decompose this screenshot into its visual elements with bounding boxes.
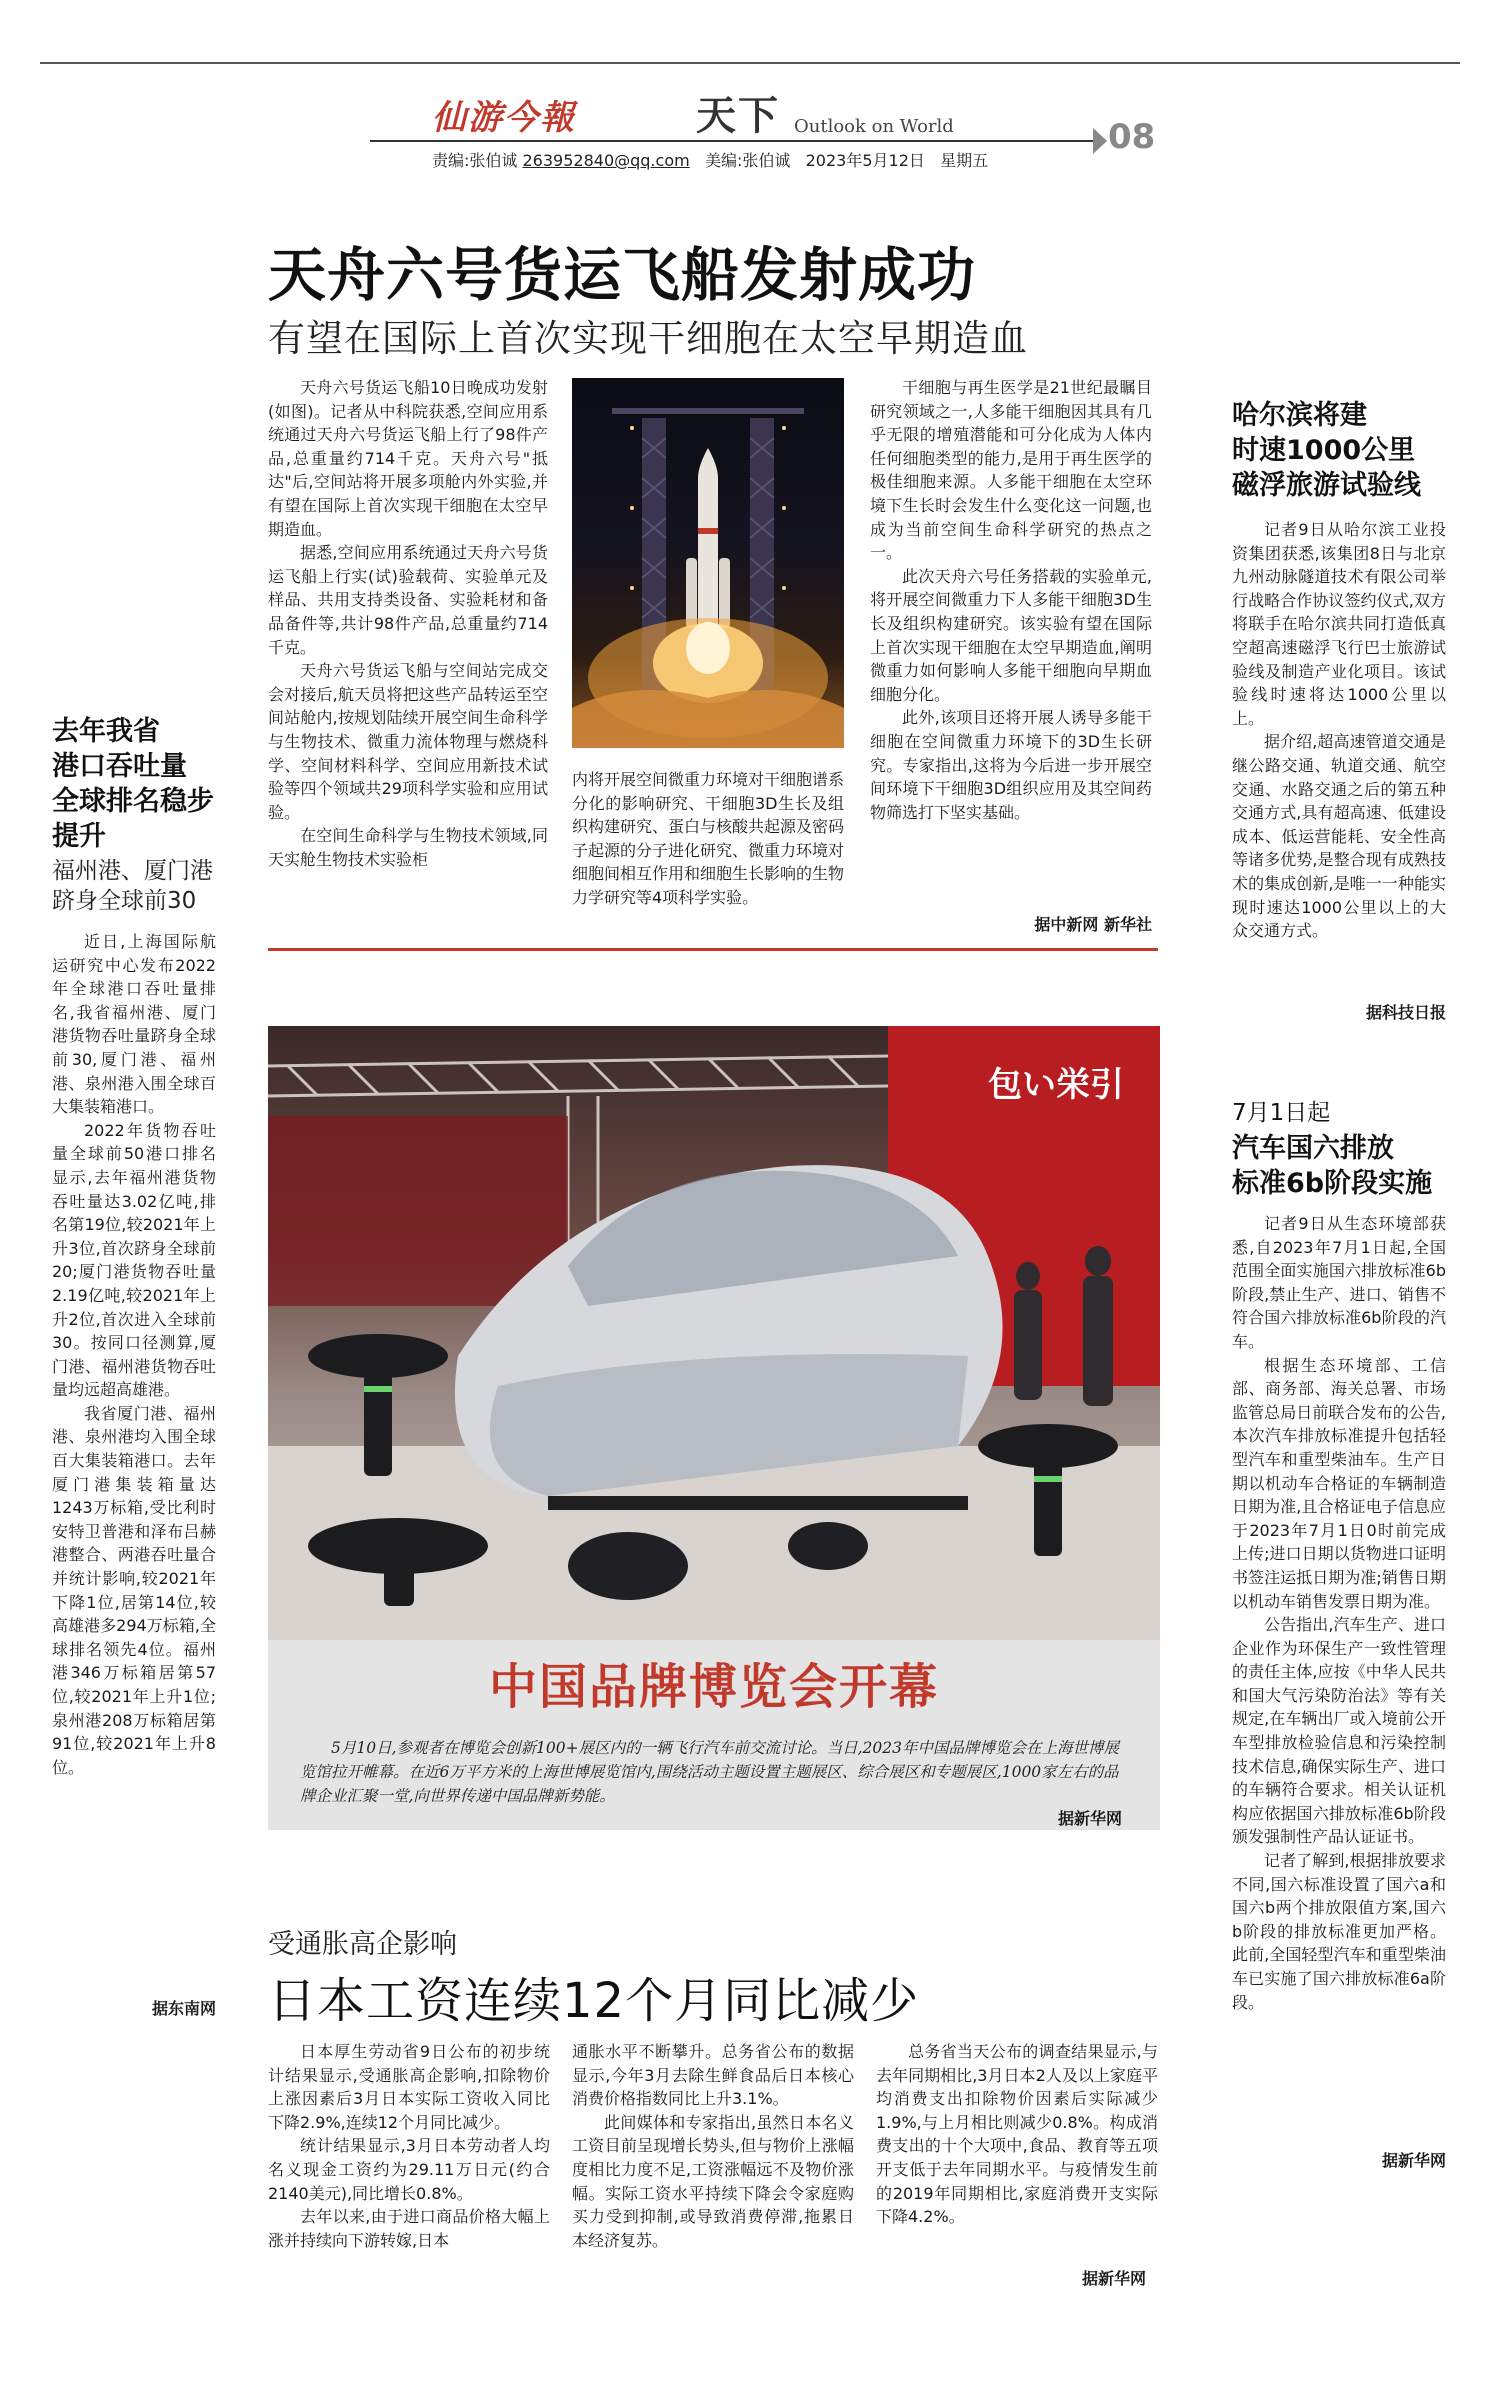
expo-photo xyxy=(268,1026,1160,1640)
port-headline xyxy=(52,714,232,854)
lead-subheadline: 有望在国际上首次实现干细胞在太空早期造血 xyxy=(268,317,1028,360)
section-title: 天下 xyxy=(696,93,780,139)
headline-line: 提升 xyxy=(52,821,106,852)
section-english: Outlook on World xyxy=(794,116,954,137)
paragraph: 据悉,空间应用系统通过天舟六号货运飞船上行实(试)验载荷、实验单元及样品、共用支持类设备、实验耗材和备品备件等,共计98件产品,总重量约714千克。 xyxy=(268,543,548,657)
subheadline-line: 跻身全球前30 xyxy=(52,888,197,914)
top-rule xyxy=(40,62,1460,64)
headline-line: 时速1000公里 xyxy=(1232,435,1416,466)
expo-source: 据新华网 xyxy=(1057,1809,1122,1828)
japan-kicker: 受通胀高企影响 xyxy=(268,1929,457,1960)
editor-line xyxy=(432,148,988,171)
arrow-icon xyxy=(1093,128,1107,154)
headline-line: 哈尔滨将建 xyxy=(1232,400,1367,431)
harbin-headline xyxy=(1232,398,1462,503)
japan-column-1 xyxy=(268,2040,550,2252)
paragraph: 此外,该项目还将开展人诱导多能干细胞在空间微重力环境下的3D生长研究。专家指出,这将为今后进一步开展空间环境下干细胞3D组织应用及其空间药物筛选打下坚实基础。 xyxy=(870,708,1152,822)
japan-source: 据新华网 xyxy=(1081,2269,1146,2288)
rocket-launch-illustration xyxy=(572,378,844,748)
lead-column-2 xyxy=(572,768,844,910)
emission-source: 据新华网 xyxy=(1381,2151,1446,2170)
designer: 美编:张伯诚 xyxy=(704,151,791,170)
headline-line: 磁浮旅游试验线 xyxy=(1232,470,1421,501)
japan-column-3 xyxy=(876,2040,1158,2229)
paragraph: 通胀水平不断攀升。总务省公布的数据显示,今年3月去除生鲜食品后日本核心消费价格指数同比上升3.1%。 xyxy=(572,2042,854,2109)
paragraph: 内将开展空间微重力环境对干细胞谱系分化的影响研究、干细胞3D生长及组织构建研究、蛋白与核酸共起源及密码子起源的分子进化研究、微重力环境对细胞间相互作用和细胞生长影响的生物力学研究等4项科学实验。 xyxy=(572,770,845,907)
paragraph: 2022年货物吞吐量全球前50港口排名显示,去年福州港货物吞吐量达3.02亿吨,排名第19位,较2021年上升3位,首次跻身全球前20;厦门港货物吞吐量2.19亿吨,较2021年上升2位,首次进入全球前30。按同口径测算,厦门港、福州港货物吞吐量均远超高雄港。 xyxy=(52,1120,216,1400)
page-number: 08 xyxy=(1108,117,1156,157)
headline-line: 全球排名稳步 xyxy=(52,786,214,817)
lead-headline: 天舟六号货运飞船发射成功 xyxy=(268,241,977,309)
paragraph: 此次天舟六号任务搭载的实验单元,将开展空间微重力下人多能干细胞3D生长及组织构建研究。该实验有望在国际上首次实现干细胞在太空早期造血,阐明微重力如何影响人多能干细胞向早期血细胞分化。 xyxy=(870,566,1152,704)
port-subheadline xyxy=(52,856,232,916)
rocket-launch-photo xyxy=(572,378,844,748)
paragraph: 根据生态环境部、工信部、商务部、海关总署、市场监管总局日前联合发布的公告,本次汽车排放标准提升包括轻型汽车和重型柴油车。生产日期以机动车合格证的车辆制造日期为准,且合格证电子信息应于2023年7月1日0时前完成上传;进口日期以货物进口证明书签注运抵日期为准;销售日期以机动车销售发票日期为准。 xyxy=(1232,1355,1446,1611)
headline-line: 去年我省 xyxy=(52,716,160,747)
lead-bottom-rule xyxy=(268,948,1158,951)
paragraph: 记者了解到,根据排放要求不同,国六标准设置了国六a和国六b两个排放限值方案,国六b阶段的排放标准更加严格。此前,全国轻型汽车和重型柴油车已实施了国六排放标准6a阶段。 xyxy=(1232,1851,1446,2012)
subheadline-line: 福州港、厦门港 xyxy=(52,858,213,884)
paragraph: 公告指出,汽车生产、进口企业作为环保生产一致性管理的责任主体,应按《中华人民共和国大气污染防治法》等有关规定,在车辆出厂或入境前公开车型排放检验信息和污染控制技术信息,确保实际生产、进口的车辆符合要求。相关认证机构应依据国六排放标准6b阶段颁发强制性产品认证证书。 xyxy=(1232,1615,1446,1847)
paper-name: 仙游今報 xyxy=(432,98,576,138)
expo-caption: 5月10日,参观者在博览会创新100+展区内的一辆飞行汽车前交流讨论。当日,2023年中国品牌博览会在上海世博展览馆拉开帷幕。在近6万平方米的上海世博展览馆内,围绕活动主题设置主题展区、综合展区和专题展区,1000家左右的品牌企业汇聚一堂,向世界传递中国品牌新势能。 xyxy=(300,1739,1119,1805)
paragraph: 天舟六号货运飞船10日晚成功发射(如图)。记者从中科院获悉,空间应用系统通过天舟六号货运飞船上行了98件产品,总重量约714千克。天舟六号"抵达"后,空间站将开展多项舱内外实验,并有望在国际上首次实现干细胞在太空早期造血。 xyxy=(268,378,548,539)
lead-column-3 xyxy=(870,376,1152,824)
port-source: 据东南网 xyxy=(151,1999,216,2018)
harbin-body xyxy=(1232,518,1446,943)
lead-column-1 xyxy=(268,376,548,871)
paragraph: 我省厦门港、福州港、泉州港均入围全球百大集装箱港口。去年厦门港集装箱量达1243万标箱,受比利时安特卫普港和泽布吕赫港整合、两港吞吐量合并统计影响,较2021年下降1位,居第14位,较高雄港多294万标箱,全球排名领先4位。福州港346万标箱居第57位,较2021年上升1位;泉州港208万标箱居第91位,较2021年上升8位。 xyxy=(52,1403,216,1777)
flying-car-illustration xyxy=(268,1026,1160,1640)
email-link[interactable]: 263952840@qq.com xyxy=(522,151,690,170)
paragraph: 在空间生命科学与生物技术领域,同天实舱生物技术实验柜 xyxy=(268,826,548,869)
expo-headline: 中国品牌博览会开幕 xyxy=(488,1659,939,1715)
headline-line: 港口吞吐量 xyxy=(52,751,187,782)
weekday: 星期五 xyxy=(940,151,989,170)
harbin-source: 据科技日报 xyxy=(1365,1003,1446,1022)
paragraph: 据介绍,超高速管道交通是继公路交通、轨道交通、航空交通、水路交通之后的第五种交通方式,具有超高速、低建设成本、低运营能耗、安全性高等诸多优势,是整合现有成熟技术的集成创新,是唯一一种能实现时速达1000公里以上的大众交通方式。 xyxy=(1232,732,1446,941)
headline-line: 7月1日起 xyxy=(1232,1100,1331,1126)
japan-headline: 日本工资连续12个月同比减少 xyxy=(268,1973,920,2029)
paragraph: 记者9日从生态环境部获悉,自2023年7月1日起,全国范围全面实施国六排放标准6b阶段,禁止生产、进口、销售不符合国六排放标准6b阶段的汽车。 xyxy=(1232,1214,1446,1351)
paragraph: 此间媒体和专家指出,虽然日本名义工资目前呈现增长势头,但与物价上涨幅度相比力度不足,工资涨幅远不及物价涨幅。实际工资水平持续下降会令家庭购买力受到抑制,或导致消费停滞,拖累日本经济复苏。 xyxy=(572,2112,854,2250)
paragraph: 去年以来,由于进口商品价格大幅上涨并持续向下游转嫁,日本 xyxy=(268,2207,550,2250)
paragraph: 近日,上海国际航运研究中心发布2022年全球港口吞吐量排名,我省福州港、厦门港货物吞吐量跻身全球前30,厦门港、福州港、泉州港入围全球百大集装箱港口。 xyxy=(52,932,216,1117)
emission-headline xyxy=(1232,1096,1462,1201)
headline-line: 标准6b阶段实施 xyxy=(1232,1168,1433,1199)
paragraph: 干细胞与再生医学是21世纪最瞩目研究领域之一,人多能干细胞因其具有几乎无限的增殖潜能和可分化成为人体内任何细胞类型的能力,是用于再生医学的极佳细胞来源。人多能干细胞在太空环境下生长时会发生什么变化这一问题,也成为当前空间生命科学研究的热点之一。 xyxy=(870,378,1152,563)
lead-source: 据中新网 新华社 xyxy=(1034,915,1152,934)
masthead-rule xyxy=(370,140,1100,142)
date: 2023年5月12日 xyxy=(805,151,925,170)
headline-line: 汽车国六排放 xyxy=(1232,1133,1394,1164)
editor: 责编:张伯诚 xyxy=(432,151,518,170)
booth-banner-text: 包い栄引 xyxy=(988,1065,1124,1105)
paragraph: 天舟六号货运飞船与空间站完成交会对接后,航天员将把这些产品转运至空间站舱内,按规划陆续开展空间生命科学与生物技术、微重力流体物理与燃烧科学、空间材料科学、空间应用新技术试验等四个领域共29项科学实验和应用试验。 xyxy=(268,661,548,822)
port-body xyxy=(52,930,216,1779)
paragraph: 统计结果显示,3月日本劳动者人均名义现金工资约为29.11万日元(约合2140美元),同比增长0.8%。 xyxy=(268,2136,550,2203)
paragraph: 记者9日从哈尔滨工业投资集团获悉,该集团8日与北京九州动脉隧道技术有限公司举行战略合作协议签约仪式,双方将联手在哈尔滨共同打造低真空超高速磁浮飞行巴士旅游试验线及制造产业化项目。该试验线时速将达1000公里以上。 xyxy=(1232,520,1446,728)
emission-body xyxy=(1232,1212,1446,2014)
japan-column-2 xyxy=(572,2040,854,2252)
paragraph: 日本厚生劳动省9日公布的初步统计结果显示,受通胀高企影响,扣除物价上涨因素后3月日本实际工资收入同比下降2.9%,连续12个月同比减少。 xyxy=(268,2042,550,2132)
paragraph: 总务省当天公布的调查结果显示,与去年同期相比,3月日本2人及以上家庭平均消费支出扣除物价因素后实际减少1.9%,与上月相比则减少0.8%。构成消费支出的十个大项中,食品、教育等五项开支低于去年同期水平。与疫情发生前的2019年同期相比,家庭消费开支实际下降4.2%。 xyxy=(876,2042,1158,2227)
